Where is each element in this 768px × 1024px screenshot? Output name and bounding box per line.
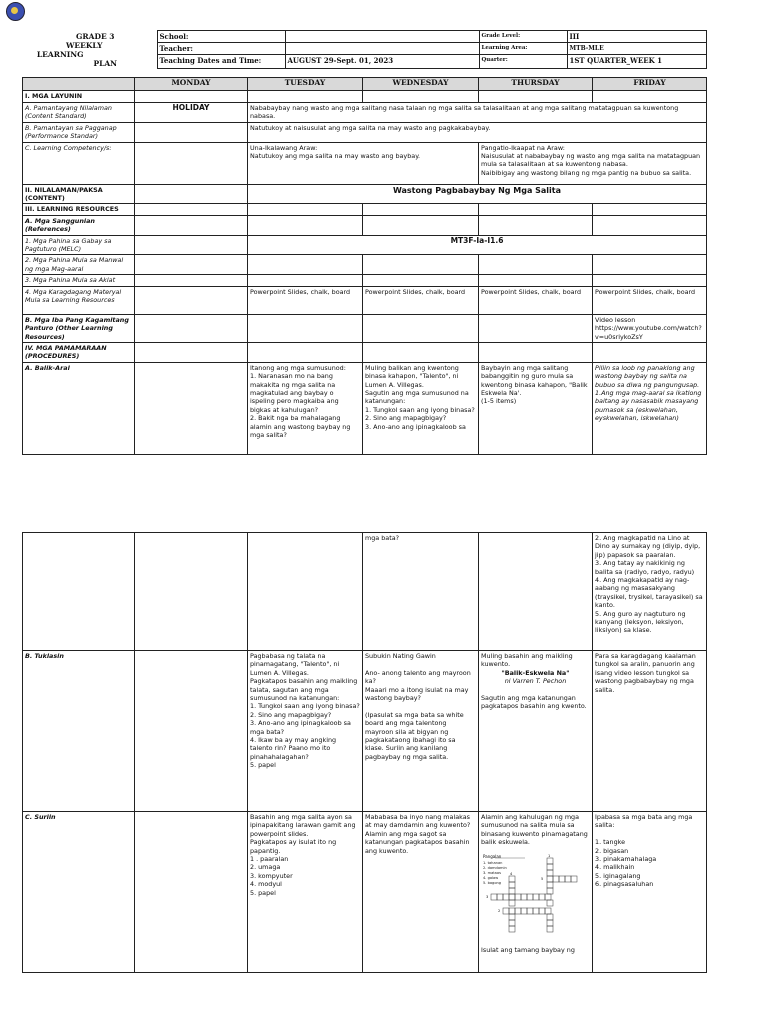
teacher-label: Teacher: xyxy=(157,43,285,55)
plan-table xyxy=(22,77,707,455)
crossword-number-1: 1 xyxy=(548,853,551,858)
suriin-wednesday: Mababasa ba inyo nang malakas at may damdamin ang kuwento? Alamin ang mga sagot sa katanungan pagkatapos basahin ang kuwento. xyxy=(363,812,479,973)
suriin-label: C. Suriin xyxy=(23,812,135,973)
balik-aral-tuesday: Itanong ang mga sumusunod: 1. Naranasan mo na bang makakita ng mga salita na magkatulad ang baybay o ispeling pero magkaiba ang bigkas at kahulugan? 2. Bakit nga ba mahalagang alamin ang wastong baybay ng mga salita? xyxy=(248,362,363,454)
crossword-clue-1: 1. tahanan xyxy=(483,860,503,865)
crossword-number-3: 3 xyxy=(486,894,489,899)
holiday-label: HOLIDAY xyxy=(135,103,248,123)
dates-value: AUGUST 29-Sept. 01, 2023 xyxy=(285,55,479,69)
other-resources-label: B. Mga Iba Pang Kagamitang Panturo (Other Learning Resources) xyxy=(23,314,135,342)
grade-level-label: Grade Level: xyxy=(479,31,567,43)
suriin-thursday-bottom: Isulat ang tamang baybay ng xyxy=(481,945,575,954)
plan-table-continued xyxy=(22,532,707,973)
content-standard-label: A. Pamantayang Nilalaman (Content Standard) xyxy=(23,103,135,123)
suriin-thursday-text: Alamin ang kahulugan ng mga sumusunod na salita mula sa binasang kuwento pinamagatang balik eskuwela. xyxy=(481,813,588,847)
lesson-plan-page-2 xyxy=(22,532,706,973)
references-label: A. Mga Sanggunian (References) xyxy=(23,215,135,235)
competency-thu-fri: Pangatlo-Ikaapat na Araw: Naisusulat at nababaybay ng wasto ang mga salita na matatagpuan mula sa talasalitaan at sa kuwentong nabasa. Naibibigay ang wastong bilang ng mga pantig na bubuo sa salita. xyxy=(479,142,707,184)
content-label: II. NILALAMAN/PAKSA (CONTENT) xyxy=(23,184,135,204)
competency-tue-wed: Una-Ikalawang Araw: Natutukoy ang mga salita na may wasto ang baybay. xyxy=(248,142,479,184)
learning-area-label: Learning Area: xyxy=(479,43,567,55)
competency-label: C. Learning Competency/s: xyxy=(23,142,135,184)
suriin-thursday xyxy=(479,812,593,973)
layunin-label: I. MGA LAYUNIN xyxy=(23,91,135,103)
learning-area-value: MTB-MLE xyxy=(567,43,706,55)
crossword-number-2: 2 xyxy=(498,908,501,913)
karagdagang-label: 4. Mga Karagdagang Materyal Mula sa Learning Resources xyxy=(23,286,135,314)
content-topic: Wastong Pagbabaybay Ng Mga Salita xyxy=(248,184,707,204)
teacher-value xyxy=(285,43,479,55)
crossword-number-5: 5 xyxy=(541,876,544,881)
crossword-clue-4: 4. galaw xyxy=(483,875,499,880)
performance-standard-text: Natutukoy at naisusulat ang mga salita na may wasto ang pagkakabaybay. xyxy=(248,122,707,142)
quarter-value: 1ST QUARTER_WEEK 1 xyxy=(567,55,706,69)
materials-tuesday: Powerpoint Slides, chalk, board xyxy=(248,286,363,314)
balik-aral-wednesday: Muling balikan ang kwentong binasa kahapon, "Talento", ni Lumen A. Villegas. Sagutin ang mga sumusunod na katanungan: 1. Tungkol saan ang iyong binasa? 2. Sino ang mapagbigay? 3. Ano-ano ang ipinagkaloob sa xyxy=(363,362,479,454)
manwal-label: 2. Mga Pahina Mula sa Manwal ng mga Mag-aaral xyxy=(23,255,135,275)
performance-standard-label: B. Pamantayan sa Pagganap (Performance Standar) xyxy=(23,122,135,142)
balik-aral-label: A. Balik-Aral xyxy=(23,362,135,454)
school-label: School: xyxy=(157,31,285,43)
crossword-clue-3: 3. mataas xyxy=(483,870,501,875)
crossword-puzzle-image xyxy=(481,850,590,946)
balik-aral-thursday: Baybayin ang mga salitang babanggitin ng guro mula sa kwentong binasa kahapon, "Balik Eskwela Na'. (1-5 items) xyxy=(479,362,593,454)
balik-aral-friday-cont: 2. Ang magkapatid na Lino at Dino ay sumakay ng (diyip, dyip, jip) papasok sa paaralan. 3. Ang tatay ay nakikinig ng balita sa (radiyo, radyo, radyu) 4. Ang magkakapatid ay nag-aabang ng masasakyang (traysikel, trysikel, tarayasikel) sa kanto. 5. Ang guro ay nagtuturo ng kanyang (leksyon, leksiyon, liksiyon) sa klase. xyxy=(593,533,707,651)
gabay-label: 1. Mga Pahina sa Gabay sa Pagtuturo (MELC) xyxy=(23,235,135,255)
suriin-friday: Ipabasa sa mga bata ang mga salita: 1. tangke 2. bigasan 3. pinakamahalaga 4. malikhain 5. iginagalang 6. pinagsasaluhan xyxy=(593,812,707,973)
procedures-label: IV. MGA PAMAMARAAN (PROCEDURES) xyxy=(23,342,135,362)
suriin-tuesday: Basahin ang mga salita ayon sa ipinapakitang larawan gamit ang powerpoint slides. Pagkatapos ay isulat ito ng papantig. 1 . paaralan 2. umaga 3. kompyuter 4. modyul 5. papel xyxy=(248,812,363,973)
corner-cell xyxy=(23,78,135,91)
story-title: "Balik-Eskwela Na" xyxy=(501,668,570,677)
balik-aral-friday: Piliin sa loob ng panaklong ang wastong baybay ng salita na bubuo sa diwa ng pangungusap. 1.Ang mga mag-aaral sa ikatlong baitang ay nasasabik masayang pumasok sa (eskwelahan, eyskwelahan, iskwelahan) xyxy=(593,362,707,454)
tuklasin-thursday-instruction: Sagutin ang mga katanungan pagkatapos basahin ang kwento. xyxy=(481,693,587,711)
day-monday: MONDAY xyxy=(135,78,248,91)
tuklasin-thursday-intro: Muling basahin ang maikling kuwento. xyxy=(481,652,573,669)
tuklasin-friday: Para sa karagdagang kaalaman tungkol sa aralin, panuorin ang isang video lesson tungkol sa wastong pagbabaybay ng mga salita. xyxy=(593,651,707,812)
tuklasin-thursday xyxy=(479,651,593,812)
day-thursday: THURSDAY xyxy=(479,78,593,91)
aklat-label: 3. Mga Pahina Mula sa Aklat xyxy=(23,275,135,286)
balik-aral-wednesday-cont: mga bata? xyxy=(363,533,479,651)
tuklasin-label: B. Tuklasin xyxy=(23,651,135,812)
materials-thursday: Powerpoint Slides, chalk, board xyxy=(479,286,593,314)
lesson-plan-page-1 xyxy=(22,30,706,455)
plan-title: GRADE 3 WEEKLY LEARNING PLAN xyxy=(36,31,118,68)
video-lesson-link[interactable]: Video lesson https://www.youtube.com/watch?v=u0sriykoZsY xyxy=(593,314,707,342)
crossword-clue-2: 2. damdamin xyxy=(483,865,507,870)
tuklasin-wednesday: Subukin Nating Gawin Ano- anong talento ang mayroon ka? Maaari mo a itong isulat na may wastong baybay? (Ipasulat sa mga bata sa white board ang mga talentong mayroon sila at bigyan ng pagkakataong ibahagi ito sa klase. Suriin ang kanilang pagbaybay ng mga salita. xyxy=(363,651,479,812)
school-value xyxy=(285,31,479,43)
materials-friday: Powerpoint Slides, chalk, board xyxy=(593,286,707,314)
grade-level-value: III xyxy=(567,31,706,43)
deped-seal-logo xyxy=(6,2,25,21)
materials-wednesday: Powerpoint Slides, chalk, board xyxy=(363,286,479,314)
day-wednesday: WEDNESDAY xyxy=(363,78,479,91)
crossword-heading: Pangalan xyxy=(483,853,502,859)
day-tuesday: TUESDAY xyxy=(248,78,363,91)
quarter-label: Quarter: xyxy=(479,55,567,69)
crossword-number-4: 4 xyxy=(510,871,513,876)
learning-resources-label: III. LEARNING RESOURCES xyxy=(23,204,135,215)
content-standard-text: Nababaybay nang wasto ang mga salitang nasa talaan ng mga salita sa talasalitaan at ang mga salitang matatagpuan sa kuwentong nabasa. xyxy=(248,103,707,123)
dates-label: Teaching Dates and Time: xyxy=(157,55,285,69)
story-author: ni Varren T. Pechon xyxy=(504,677,567,686)
melc-code: MT3F-Ia-I1.6 xyxy=(248,235,707,255)
crossword-clue-5: 5. bagong xyxy=(483,880,502,885)
day-friday: FRIDAY xyxy=(593,78,707,91)
header-table xyxy=(22,30,707,69)
tuklasin-tuesday: Pagbabasa ng talata na pinamagatang, "Talento", ni Lumen A. Villegas. Pagkatapos basahin ang maikling talata, sagutan ang mga sumusunod na katanungan: 1. Tungkol saan ang iyong binasa? 2. Sino ang mapagbigay? 3. Ano-ano ang ipinagkaloob sa mga bata? 4. Ikaw ba ay may angking talento rin? Paano mo ito pinahahalagahan? 5. papel xyxy=(248,651,363,812)
